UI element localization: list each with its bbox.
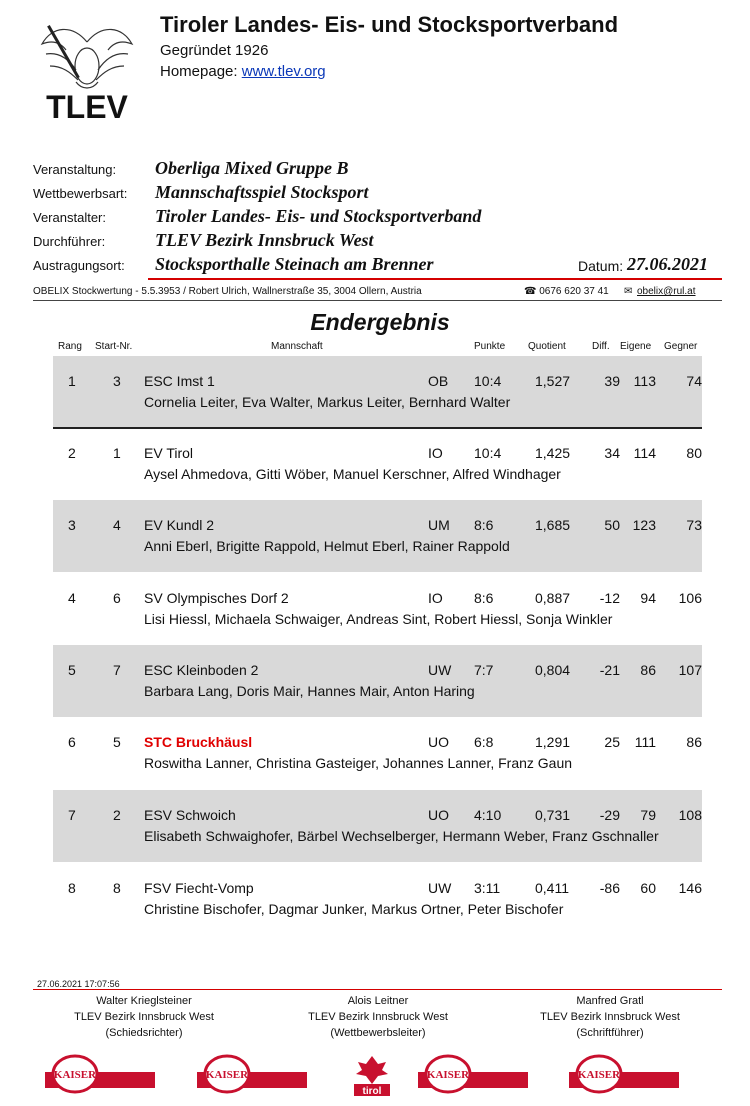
punkte: 10:4 (474, 373, 502, 389)
info-value: Stocksporthalle Steinach am Brenner (155, 254, 434, 274)
players: Aysel Ahmedova, Gitti Wöber, Manuel Kerschner, Alfred Windhager (144, 466, 561, 482)
result-row (53, 645, 702, 717)
rang: 1 (68, 373, 76, 389)
info-austragungsort (33, 254, 723, 278)
result-row (53, 573, 702, 645)
gegner: 146 (678, 880, 702, 896)
start-nr: 6 (113, 590, 121, 606)
official-name: Alois Leitner (347, 995, 409, 1007)
info-value: Tiroler Landes- Eis- und Stocksportverband (155, 206, 482, 226)
punkte: 6:8 (474, 734, 494, 750)
col-start: Start-Nr. (95, 341, 133, 352)
col-punkte: Punkte (474, 341, 506, 352)
team-name: SV Olympisches Dorf 2 (144, 590, 289, 606)
quotient: 1,291 (535, 734, 571, 750)
team-name-highlight: STC Bruckhäusl (144, 734, 253, 750)
kaiser-logo (418, 1054, 528, 1094)
col-rang: Rang (58, 341, 82, 352)
kaiser-logo (197, 1054, 307, 1094)
start-nr: 3 (113, 373, 121, 389)
rang: 4 (68, 590, 76, 606)
rang: 7 (68, 807, 76, 823)
info-label: Austragungsort: (33, 258, 125, 273)
print-timestamp: 27.06.2021 17:07:56 (37, 979, 120, 989)
diff: 39 (604, 373, 620, 389)
homepage-link[interactable]: www.tlev.org (241, 63, 326, 80)
envelope-icon: ✉ (624, 286, 633, 297)
region: UO (428, 807, 449, 823)
punkte: 8:6 (474, 590, 494, 606)
col-diff: Diff. (592, 341, 610, 352)
eigene: 60 (640, 880, 656, 896)
team-name: EV Tirol (144, 445, 194, 461)
players: Cornelia Leiter, Eva Walter, Markus Leiter, Bernhard Walter (144, 394, 511, 410)
rang: 8 (68, 880, 76, 896)
official-wettbewerbsleiter (268, 993, 488, 1041)
region: UW (428, 662, 452, 678)
quotient: 1,527 (535, 373, 571, 389)
region: OB (428, 373, 449, 389)
region: IO (428, 590, 443, 606)
players: Elisabeth Schwaighofer, Bärbel Wechselberger, Hermann Weber, Franz Gschnaller (144, 828, 659, 844)
diff: 50 (604, 517, 620, 533)
founded-line: Gegründet 1926 (160, 42, 269, 59)
eigene: 86 (640, 662, 656, 678)
gegner: 86 (686, 734, 702, 750)
info-label: Veranstaltung: (33, 162, 117, 177)
gegner: 108 (678, 807, 702, 823)
info-wettbewerbsart (33, 182, 723, 206)
start-nr: 1 (113, 445, 121, 461)
punkte: 7:7 (474, 662, 494, 678)
header-rule (148, 278, 722, 280)
diff: -12 (599, 590, 620, 606)
result-row (53, 356, 702, 428)
info-veranstalter (33, 206, 723, 230)
svg-text:tirol: tirol (362, 1086, 382, 1097)
info-label: Veranstalter: (33, 210, 106, 225)
eigene: 123 (632, 517, 656, 533)
rang: 2 (68, 445, 76, 461)
info-durchfuehrer (33, 230, 723, 254)
region: UO (428, 734, 449, 750)
quotient: 1,425 (535, 445, 571, 461)
official-name: Manfred Gratl (576, 995, 644, 1007)
info-value: Mannschaftsspiel Stocksport (155, 182, 369, 202)
footer-rule (33, 989, 722, 990)
punkte: 8:6 (474, 517, 494, 533)
region: UW (428, 880, 452, 896)
players: Anni Eberl, Brigitte Rappold, Helmut Eberl, Rainer Rappold (144, 538, 510, 554)
eigene: 94 (640, 590, 656, 606)
rang: 6 (68, 734, 76, 750)
official-org: TLEV Bezirk Innsbruck West (308, 1011, 448, 1023)
logo-text: TLEV (46, 89, 128, 125)
col-team: Mannschaft (271, 341, 323, 352)
datum-label: Datum: (578, 258, 624, 274)
info-value: Oberliga Mixed Gruppe B (155, 158, 349, 178)
quotient: 0,887 (535, 590, 571, 606)
official-schriftfuehrer (500, 993, 720, 1041)
official-role: (Schiedsrichter) (105, 1027, 183, 1039)
org-name: Tiroler Landes- Eis- und Stocksportverband (160, 12, 619, 37)
diff: 34 (604, 445, 620, 461)
team-name: EV Kundl 2 (144, 517, 215, 533)
datum-value: 27.06.2021 (627, 254, 708, 274)
result-row (53, 428, 702, 500)
gegner: 106 (678, 590, 702, 606)
quotient: 0,804 (535, 662, 571, 678)
col-gegner: Gegner (664, 341, 698, 352)
kaiser-logo (569, 1054, 679, 1094)
team-name: ESC Imst 1 (144, 373, 215, 389)
start-nr: 2 (113, 807, 121, 823)
official-role: (Schriftführer) (576, 1027, 644, 1039)
diff: -29 (599, 807, 620, 823)
quotient: 0,731 (535, 807, 571, 823)
players: Christine Bischofer, Dagmar Junker, Markus Ortner, Peter Bischofer (144, 901, 564, 917)
rang: 3 (68, 517, 76, 533)
diff: 25 (604, 734, 620, 750)
eigene: 79 (640, 807, 656, 823)
start-nr: 7 (113, 662, 121, 678)
info-value: TLEV Bezirk Innsbruck West (155, 230, 374, 250)
punkte: 4:10 (474, 807, 502, 823)
official-name: Walter Krieglsteiner (96, 995, 192, 1007)
gegner: 107 (678, 662, 702, 678)
punkte: 3:11 (474, 880, 501, 896)
official-role: (Wettbewerbsleiter) (330, 1027, 426, 1039)
info-veranstaltung (33, 158, 723, 182)
players: Roswitha Lanner, Christina Gasteiger, Johannes Lanner, Franz Gaun (144, 755, 573, 771)
tlev-logo (32, 14, 142, 126)
kaiser-logo (45, 1054, 155, 1094)
svg-text:KAISER: KAISER (205, 1069, 249, 1081)
page-title: Endergebnis (310, 309, 450, 335)
rang: 5 (68, 662, 76, 678)
info-label: Wettbewerbsart: (33, 186, 128, 201)
gegner: 74 (686, 373, 702, 389)
official-schiedsrichter (34, 993, 254, 1041)
svg-text:KAISER: KAISER (426, 1069, 470, 1081)
tirol-logo (352, 1054, 392, 1097)
gegner: 80 (686, 445, 702, 461)
software-line: OBELIX Stockwertung - 5.5.3953 / Robert Ulrich, Wallnerstraße 35, 3004 Ollern, Austria (33, 286, 422, 297)
players: Lisi Hiessl, Michaela Schwaiger, Andreas Sint, Robert Hiessl, Sonja Winkler (144, 611, 613, 627)
result-row (53, 500, 702, 572)
col-quotient: Quotient (528, 341, 566, 352)
official-org: TLEV Bezirk Innsbruck West (540, 1011, 680, 1023)
region: UM (428, 517, 450, 533)
team-name: FSV Fiecht-Vomp (144, 880, 254, 896)
quotient: 1,685 (535, 517, 571, 533)
result-row-highlight (53, 717, 702, 789)
subheader-rule (33, 300, 722, 301)
official-org: TLEV Bezirk Innsbruck West (74, 1011, 214, 1023)
region: IO (428, 445, 443, 461)
eigene: 113 (633, 373, 656, 389)
eigene: 114 (633, 445, 656, 461)
diff: -21 (599, 662, 620, 678)
quotient: 0,411 (535, 880, 569, 896)
team-name: ESV Schwoich (144, 807, 236, 823)
homepage-label: Homepage: (160, 63, 238, 80)
diff: -86 (599, 880, 620, 896)
start-nr: 5 (113, 734, 121, 750)
homepage-line (160, 63, 326, 80)
start-nr: 4 (113, 517, 121, 533)
eigene: 111 (634, 734, 656, 750)
phone-number: ☎ 0676 620 37 41 (524, 286, 609, 297)
col-eigene: Eigene (620, 341, 652, 352)
team-name: ESC Kleinboden 2 (144, 662, 259, 678)
players: Barbara Lang, Doris Mair, Hannes Mair, Anton Haring (144, 683, 475, 699)
info-label: Durchführer: (33, 234, 106, 249)
svg-text:KAISER: KAISER (577, 1069, 621, 1081)
email-link[interactable]: obelix@rul.at (637, 286, 696, 297)
gegner: 73 (686, 517, 702, 533)
result-row (53, 790, 702, 862)
start-nr: 8 (113, 880, 121, 896)
svg-text:KAISER: KAISER (53, 1069, 97, 1081)
result-row (53, 863, 702, 935)
punkte: 10:4 (474, 445, 502, 461)
